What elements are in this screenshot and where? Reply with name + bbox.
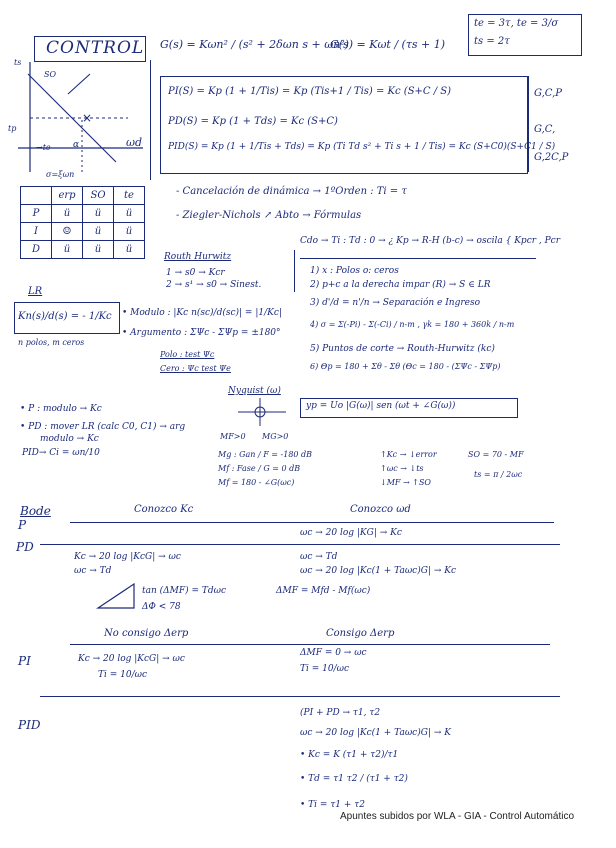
label-alpha: α <box>73 140 80 150</box>
bode-p-label: P <box>18 518 27 532</box>
lr-p-modulo: • P : modulo → Kc <box>20 404 102 414</box>
label-sigma: σ=ξωn <box>46 170 75 179</box>
table-cell: ü <box>83 205 114 223</box>
bode-pd-left-1: Kc → 20 log |KcG| → ωc <box>74 552 181 562</box>
bode-pi-header-divider <box>70 644 550 645</box>
table-cell: ü <box>114 241 145 259</box>
controller-pid: PID(S) = Kp (1 + 1/Tis + Tds) = Kp (Ti Td s² + Ti s + 1 / Tis) = Kc (S+C0)(S+C1 / S) <box>168 142 556 152</box>
bode-p-right: ωc → 20 log |KG| → Kc <box>300 528 402 538</box>
controllers-tag-divider <box>528 76 529 172</box>
nyquist-mf-def: Mf : Fase / G = 0 dB <box>218 464 301 473</box>
lr-pd-mod: modulo → Kc <box>40 434 99 444</box>
bode-pd-right-1: ωc → Td <box>300 552 338 562</box>
bode-pi-left-1: Kc → 20 log |KcG| → ωc <box>78 654 185 664</box>
nyquist-so: SO = 70 - MF <box>468 450 524 459</box>
lr-argumento: • Argumento : ΣΨc - ΣΨp = ±180° <box>122 328 281 338</box>
bode-pi-right-2: Ti = 10/ωc <box>300 664 350 674</box>
lr-poles: n polos, m ceros <box>18 338 85 347</box>
transfer-second-order: G(s) = Kωn² / (s² + 2δωn s + ωn²) <box>160 38 349 51</box>
tag-pid: G,2C,P <box>534 152 569 163</box>
table-row <box>21 241 145 259</box>
bode-pid-3: • Kc = K (τ1 + τ2)/τ1 <box>300 750 399 760</box>
bode-pd-label: PD <box>16 540 34 554</box>
table-cell: te <box>114 187 145 205</box>
bode-tri-1: tan (ΔMF) = Tdωc <box>142 586 227 596</box>
lr-rule-3: 3) d'/d = n'/n → Separación e Ingreso <box>310 298 480 308</box>
transfer-first-order: G(s) = Kωt / (τs + 1) <box>330 38 446 51</box>
bode-p-divider <box>40 544 560 545</box>
table-row <box>21 205 145 223</box>
nyquist-mg: MG>0 <box>262 432 289 441</box>
nyquist-mf-calc: Mf = 180 - ∠G(ωc) <box>218 478 295 487</box>
table-cell: ü <box>52 241 83 259</box>
routh-line-1: 1 → s0 → Kcr <box>166 268 225 278</box>
table-row <box>21 187 145 205</box>
bode-yes-erp: Consigo Δerp <box>326 628 395 639</box>
lr-equation: Kn(s)/d(s) = - 1/Kc <box>18 311 112 322</box>
label-wd: ωd <box>126 136 143 149</box>
table-cell: ü <box>114 205 145 223</box>
label-ts: ts <box>14 58 22 67</box>
table-cell: P <box>21 205 52 223</box>
lr-pd-move: • PD : mover LR (calc C0, C1) → arg <box>20 422 186 432</box>
bode-pid-4: • Td = τ1 τ2 / (τ1 + τ2) <box>300 774 408 784</box>
table-cell: SO <box>83 187 114 205</box>
lr-rule-6: 6) Θp = 180 + Σθ - Σθ (Θc = 180 - (ΣΨc - ΣΨp) <box>310 362 501 371</box>
svg-text:×: × <box>82 111 93 125</box>
bode-known-kc: Conozco Kc <box>134 504 194 515</box>
tag-pi: G,C,P <box>534 88 563 99</box>
bode-no-erp: No consigo Δerp <box>104 628 189 639</box>
bode-known-wd: Conozco ωd <box>350 504 411 515</box>
label-te: →te <box>36 143 51 152</box>
bode-pid-label: PID <box>18 718 41 732</box>
table-cell: ü <box>52 205 83 223</box>
table-row <box>21 223 145 241</box>
nyquist-yp: yp = Uo |G(ω)| sen (ωt + ∠G(ω)) <box>306 401 456 411</box>
footer-credit: Apuntes subidos por WLA - GIA - Control Automático <box>340 811 575 822</box>
nyquist-sketch <box>232 396 292 428</box>
triangle-sketch <box>96 582 136 610</box>
table-cell: ü <box>83 223 114 241</box>
lr-pid-ci: PID→ Ci = ωn/10 <box>22 448 100 458</box>
action-effects-table <box>20 186 145 259</box>
routh-divider <box>294 250 295 292</box>
table-cell: erp <box>52 187 83 205</box>
table-cell: I <box>21 223 52 241</box>
bode-tri-2: ΔΦ < 78 <box>142 602 181 612</box>
bode-pi-right-1: ΔMF = 0 → ωc <box>300 648 367 658</box>
bode-pid-2: ωc → 20 log |Kc(1 + Taωc)G| → K <box>300 728 451 738</box>
bode-pi-left-2: Ti = 10/ωc <box>98 670 148 680</box>
bode-pd-right-2: ωc → 20 log |Kc(1 + Taωc)G| → Kc <box>300 566 456 576</box>
bode-header-divider <box>70 522 554 523</box>
bode-pid-1: (PI + PD → τ1, τ2 <box>300 708 381 718</box>
page-title: CONTROL <box>46 38 145 58</box>
time-formula-ts: ts = 2τ <box>474 36 510 47</box>
time-formula-te: te = 3τ, te = 3/σ <box>474 18 559 29</box>
nyquist-ts: ts = π / 2ωc <box>474 470 523 479</box>
tuning-cancel: - Cancelación de dinámica → 1ºOrden : Ti = τ <box>176 186 407 197</box>
nyquist-wc-up: ↑ωc → ↓ts <box>380 464 424 473</box>
lr-title: LR <box>28 286 43 297</box>
diagram-divider <box>150 60 151 180</box>
table-cell: ☺ <box>52 223 83 241</box>
routh-title: Routh Hurwitz <box>164 252 232 262</box>
rules-top-divider <box>300 258 536 259</box>
bode-title: Bode <box>20 504 51 518</box>
lr-rule-1: 1) x : Polos o: ceros <box>310 266 399 276</box>
label-so: SO <box>44 70 57 79</box>
lr-rule-5: 5) Puntos de corte → Routh-Hurwitz (kc) <box>310 344 495 354</box>
nyquist-title: Nyquist (ω) <box>228 386 281 396</box>
lr-polo: Polo : test Ψc <box>160 350 215 359</box>
nyquist-mf-down: ↓MF → ↑SO <box>380 478 431 487</box>
label-tp: tp <box>8 124 17 133</box>
table-cell: D <box>21 241 52 259</box>
lr-rule-2: 2) p+c a la derecha impar (R) → S ∈ LR <box>310 280 491 290</box>
nyquist-mf: MF>0 <box>220 432 246 441</box>
tag-pd: G,C, <box>534 124 556 135</box>
table-cell: ü <box>83 241 114 259</box>
bode-pi-label: PI <box>18 654 31 668</box>
tuning-cdo: Cdo → Ti : Td : 0 → ¿ Kp → R-H (b-c) → oscila { Kpcr , Pcr <box>300 236 561 246</box>
step-response-diagram <box>8 60 148 178</box>
bode-pid-5: • Ti = τ1 + τ2 <box>300 800 365 810</box>
lr-cero: Cero : Ψc test Ψe <box>160 364 231 373</box>
controller-pd: PD(S) = Kp (1 + Tds) = Kc (S+C) <box>168 116 338 127</box>
tuning-ziegler: - Ziegler-Nichols ↗ Abto → Fórmulas <box>176 210 362 221</box>
controller-pi: PI(S) = Kp (1 + 1/Tis) = Kp (Tis+1 / Tis) = Kc (S+C / S) <box>168 86 452 97</box>
lr-modulo: • Modulo : |Kc n(sc)/d(sc)| = |1/Kc| <box>122 308 282 318</box>
routh-line-2: 2 → s¹ → s0 → Sinest. <box>166 280 262 290</box>
table-cell: ü <box>114 223 145 241</box>
table-cell <box>21 187 52 205</box>
lr-rule-4: 4) σ = Σ(-Pi) - Σ(-Ci) / n-m , γk = 180 + 360k / n-m <box>310 320 515 329</box>
nyquist-mg-def: Mg : Gan / F = -180 dB <box>218 450 313 459</box>
bode-pd-left-2: ωc → Td <box>74 566 112 576</box>
bode-pi-divider <box>40 696 560 697</box>
nyquist-k-up: ↑Kc → ↓error <box>380 450 437 459</box>
bode-delta-mf: ΔMF = Mfd - Mf(ωc) <box>276 586 371 596</box>
